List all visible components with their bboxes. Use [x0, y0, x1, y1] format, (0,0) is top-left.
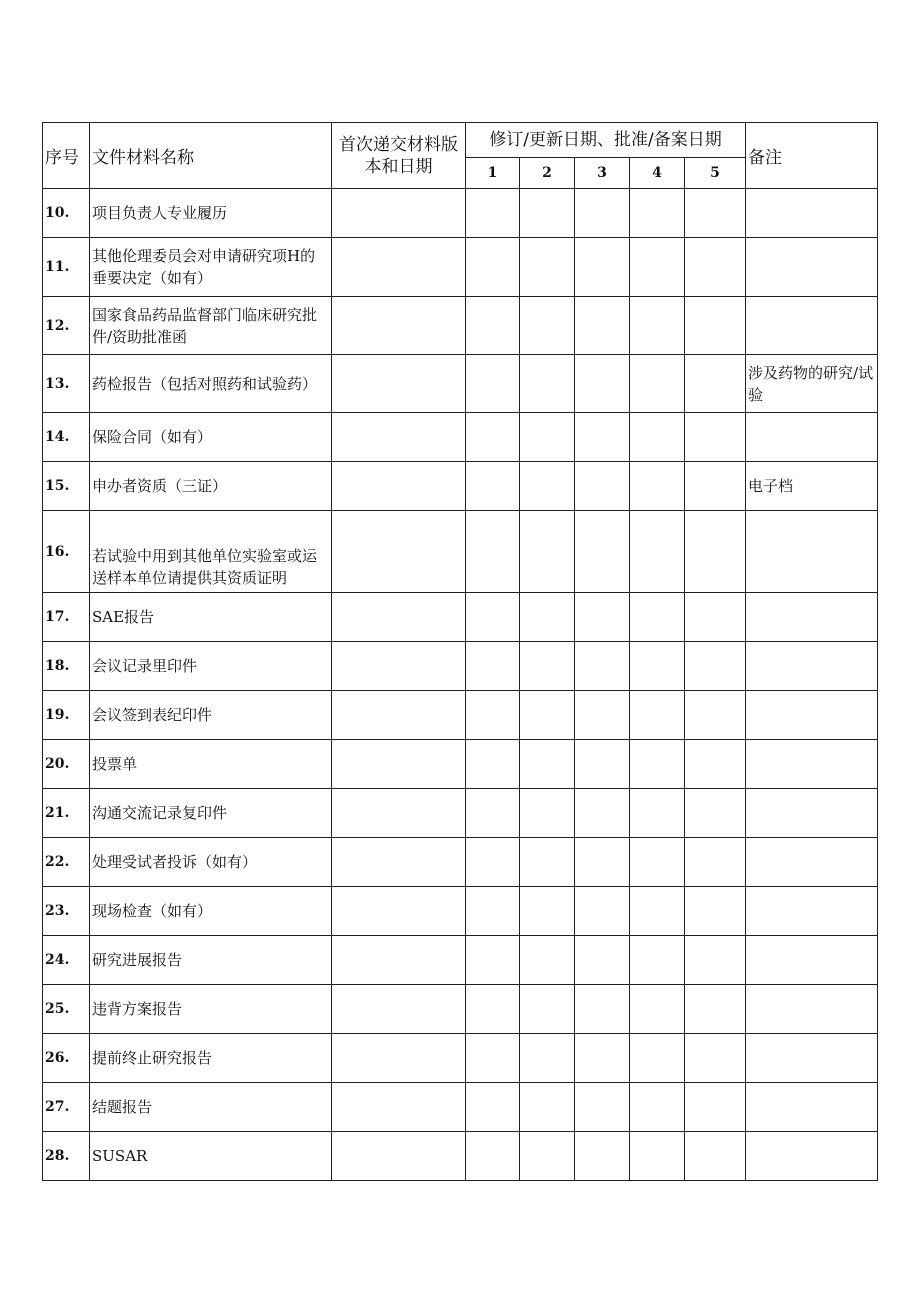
- table-row: [43, 838, 878, 887]
- revision-cell[interactable]: [466, 887, 520, 936]
- revision-cell[interactable]: [575, 593, 630, 642]
- row-number: 24.: [43, 936, 90, 985]
- document-name: 处理受试者投诉（如有）: [90, 838, 332, 887]
- revision-cell[interactable]: [466, 1132, 520, 1181]
- notes-cell: [746, 413, 878, 462]
- first-version-cell[interactable]: [332, 1083, 466, 1132]
- revision-cell[interactable]: [520, 593, 575, 642]
- revision-cell[interactable]: [520, 936, 575, 985]
- table-row: [43, 189, 878, 238]
- row-number: 26.: [43, 1034, 90, 1083]
- table-body: [43, 189, 878, 1181]
- first-version-cell[interactable]: [332, 1034, 466, 1083]
- document-name: 申办者资质（三证）: [90, 462, 332, 511]
- document-name: SUSAR: [90, 1132, 332, 1181]
- table-row: [43, 642, 878, 691]
- notes-cell: [746, 642, 878, 691]
- header-seq: 序号: [43, 123, 90, 189]
- header-first-version: 首次递交材料版本和日期: [332, 123, 466, 189]
- row-number: 28.: [43, 1132, 90, 1181]
- revision-cell[interactable]: [520, 838, 575, 887]
- document-name: 会议记录里印件: [90, 642, 332, 691]
- revision-cell[interactable]: [575, 642, 630, 691]
- revision-cell[interactable]: [520, 511, 575, 593]
- revision-cell[interactable]: [575, 413, 630, 462]
- revision-cell[interactable]: [685, 238, 746, 297]
- revision-cell[interactable]: [630, 355, 685, 413]
- document-name: 研究进展报告: [90, 936, 332, 985]
- revision-cell[interactable]: [575, 691, 630, 740]
- table-row: [43, 1034, 878, 1083]
- row-number: 18.: [43, 642, 90, 691]
- document-name: 其他伦理委员会对申请研究项H的垂要决定（如有）: [90, 238, 332, 297]
- row-number: 15.: [43, 462, 90, 511]
- first-version-cell[interactable]: [332, 838, 466, 887]
- revision-cell[interactable]: [466, 691, 520, 740]
- revision-cell[interactable]: [466, 1034, 520, 1083]
- first-version-cell[interactable]: [332, 462, 466, 511]
- document-name: 药检报告（包括对照药和试验药）: [90, 355, 332, 413]
- header-revision-col: 3: [575, 158, 630, 189]
- revision-cell[interactable]: [575, 297, 630, 355]
- document-name: SAE报告: [90, 593, 332, 642]
- first-version-cell[interactable]: [332, 1132, 466, 1181]
- header-revision-col: 1: [466, 158, 520, 189]
- document-name: 沟通交流记录复印件: [90, 789, 332, 838]
- notes-cell: [746, 838, 878, 887]
- row-number: 25.: [43, 985, 90, 1034]
- first-version-cell[interactable]: [332, 887, 466, 936]
- first-version-cell[interactable]: [332, 740, 466, 789]
- header-name: 文件材料名称: [90, 123, 332, 189]
- table-row: [43, 789, 878, 838]
- notes-cell: [746, 691, 878, 740]
- revision-cell[interactable]: [466, 238, 520, 297]
- revision-cell[interactable]: [466, 355, 520, 413]
- revision-cell[interactable]: [630, 936, 685, 985]
- row-number: 27.: [43, 1083, 90, 1132]
- revision-cell[interactable]: [685, 691, 746, 740]
- first-version-cell[interactable]: [332, 985, 466, 1034]
- row-number: 19.: [43, 691, 90, 740]
- revision-cell[interactable]: [466, 189, 520, 238]
- row-number: 22.: [43, 838, 90, 887]
- revision-cell[interactable]: [685, 189, 746, 238]
- revision-cell[interactable]: [685, 462, 746, 511]
- revision-cell[interactable]: [575, 1034, 630, 1083]
- table-row: [43, 985, 878, 1034]
- first-version-cell[interactable]: [332, 238, 466, 297]
- first-version-cell[interactable]: [332, 691, 466, 740]
- document-name: 结题报告: [90, 1083, 332, 1132]
- document-name: 国家食品药品监督部门临床研究批件/资助批准函: [90, 297, 332, 355]
- table-row: [43, 887, 878, 936]
- revision-cell[interactable]: [575, 511, 630, 593]
- first-version-cell[interactable]: [332, 413, 466, 462]
- notes-cell: 涉及药物的研究/试验: [746, 355, 878, 413]
- revision-cell[interactable]: [630, 691, 685, 740]
- row-number: 14.: [43, 413, 90, 462]
- revision-cell[interactable]: [520, 691, 575, 740]
- revision-cell[interactable]: [466, 740, 520, 789]
- first-version-cell[interactable]: [332, 189, 466, 238]
- revision-cell[interactable]: [520, 189, 575, 238]
- revision-cell[interactable]: [520, 1132, 575, 1181]
- revision-cell[interactable]: [466, 789, 520, 838]
- notes-cell: [746, 593, 878, 642]
- document-name: 提前终止研究报告: [90, 1034, 332, 1083]
- first-version-cell[interactable]: [332, 511, 466, 593]
- notes-cell: [746, 1083, 878, 1132]
- table-row: [43, 936, 878, 985]
- table-row: [43, 297, 878, 355]
- table-row: [43, 593, 878, 642]
- revision-cell[interactable]: [575, 238, 630, 297]
- document-name: 现场检查（如有）: [90, 887, 332, 936]
- revision-cell[interactable]: [466, 297, 520, 355]
- header-revision-col: 4: [630, 158, 685, 189]
- revision-cell[interactable]: [630, 887, 685, 936]
- revision-cell[interactable]: [520, 1034, 575, 1083]
- revision-cell[interactable]: [685, 1034, 746, 1083]
- revision-cell[interactable]: [466, 413, 520, 462]
- revision-cell[interactable]: [575, 740, 630, 789]
- revision-cell[interactable]: [685, 593, 746, 642]
- notes-cell: [746, 297, 878, 355]
- table-row: [43, 238, 878, 297]
- row-number: 16.: [43, 511, 90, 593]
- revision-cell[interactable]: [630, 985, 685, 1034]
- revision-cell[interactable]: [630, 297, 685, 355]
- revision-cell[interactable]: [466, 511, 520, 593]
- revision-cell[interactable]: [575, 936, 630, 985]
- revision-cell[interactable]: [630, 413, 685, 462]
- notes-cell: [746, 985, 878, 1034]
- revision-cell[interactable]: [685, 297, 746, 355]
- revision-cell[interactable]: [520, 887, 575, 936]
- table-row: [43, 691, 878, 740]
- document-name: 会议签到表纪印件: [90, 691, 332, 740]
- first-version-cell[interactable]: [332, 642, 466, 691]
- revision-cell[interactable]: [520, 355, 575, 413]
- row-number: 20.: [43, 740, 90, 789]
- revision-cell[interactable]: [630, 189, 685, 238]
- revision-cell[interactable]: [685, 985, 746, 1034]
- revision-cell[interactable]: [575, 789, 630, 838]
- revision-cell[interactable]: [520, 985, 575, 1034]
- revision-cell[interactable]: [466, 593, 520, 642]
- revision-cell[interactable]: [630, 1034, 685, 1083]
- revision-cell[interactable]: [520, 789, 575, 838]
- revision-cell[interactable]: [466, 462, 520, 511]
- document-table: [42, 122, 878, 1181]
- notes-cell: [746, 789, 878, 838]
- revision-cell[interactable]: [466, 985, 520, 1034]
- first-version-cell[interactable]: [332, 789, 466, 838]
- row-number: 12.: [43, 297, 90, 355]
- revision-cell[interactable]: [630, 238, 685, 297]
- first-version-cell[interactable]: [332, 355, 466, 413]
- document-name: 保险合同（如有）: [90, 413, 332, 462]
- revision-cell[interactable]: [685, 413, 746, 462]
- notes-cell: [746, 189, 878, 238]
- document-name: 投票单: [90, 740, 332, 789]
- revision-cell[interactable]: [630, 593, 685, 642]
- row-number: 23.: [43, 887, 90, 936]
- notes-cell: 电子档: [746, 462, 878, 511]
- revision-cell[interactable]: [685, 838, 746, 887]
- revision-cell[interactable]: [520, 238, 575, 297]
- header-revision: 修订/更新日期、批准/备案日期: [466, 123, 746, 158]
- table-row: [43, 740, 878, 789]
- revision-cell[interactable]: [575, 462, 630, 511]
- revision-cell[interactable]: [520, 740, 575, 789]
- first-version-cell[interactable]: [332, 593, 466, 642]
- table-row: [43, 355, 878, 413]
- revision-cell[interactable]: [630, 1132, 685, 1181]
- notes-cell: [746, 1034, 878, 1083]
- notes-cell: [746, 238, 878, 297]
- table-row: [43, 413, 878, 462]
- row-number: 13.: [43, 355, 90, 413]
- revision-cell[interactable]: [520, 462, 575, 511]
- header-revision-col: 5: [685, 158, 746, 189]
- revision-cell[interactable]: [630, 838, 685, 887]
- header-revision-col: 2: [520, 158, 575, 189]
- notes-cell: [746, 936, 878, 985]
- first-version-cell[interactable]: [332, 297, 466, 355]
- revision-cell[interactable]: [466, 936, 520, 985]
- revision-cell[interactable]: [630, 1083, 685, 1132]
- document-name: 项目负责人专业履历: [90, 189, 332, 238]
- row-number: 11.: [43, 238, 90, 297]
- revision-cell[interactable]: [466, 838, 520, 887]
- revision-cell[interactable]: [575, 887, 630, 936]
- row-number: 17.: [43, 593, 90, 642]
- revision-cell[interactable]: [685, 642, 746, 691]
- table-row: [43, 462, 878, 511]
- revision-cell[interactable]: [685, 1132, 746, 1181]
- document-name: 违背方案报告: [90, 985, 332, 1034]
- revision-cell[interactable]: [685, 887, 746, 936]
- revision-cell[interactable]: [630, 642, 685, 691]
- revision-cell[interactable]: [466, 1083, 520, 1132]
- notes-cell: [746, 511, 878, 593]
- row-number: 10.: [43, 189, 90, 238]
- revision-cell[interactable]: [685, 1083, 746, 1132]
- notes-cell: [746, 1132, 878, 1181]
- revision-cell[interactable]: [685, 789, 746, 838]
- revision-cell[interactable]: [520, 642, 575, 691]
- revision-cell[interactable]: [520, 413, 575, 462]
- document-name: 若试验中用到其他单位实验室或运送样本单位请提供其资质证明: [90, 511, 332, 593]
- revision-cell[interactable]: [685, 511, 746, 593]
- notes-cell: [746, 740, 878, 789]
- revision-cell[interactable]: [575, 985, 630, 1034]
- notes-cell: [746, 887, 878, 936]
- revision-cell[interactable]: [520, 297, 575, 355]
- revision-cell[interactable]: [630, 462, 685, 511]
- table-row: [43, 1132, 878, 1181]
- revision-cell[interactable]: [575, 355, 630, 413]
- revision-cell[interactable]: [575, 1083, 630, 1132]
- revision-cell[interactable]: [575, 1132, 630, 1181]
- table-row: [43, 1083, 878, 1132]
- revision-cell[interactable]: [520, 1083, 575, 1132]
- row-number: 21.: [43, 789, 90, 838]
- revision-cell[interactable]: [685, 740, 746, 789]
- revision-cell[interactable]: [685, 936, 746, 985]
- revision-cell[interactable]: [685, 355, 746, 413]
- revision-cell[interactable]: [466, 642, 520, 691]
- header-notes: 备注: [746, 123, 878, 189]
- revision-cell[interactable]: [575, 189, 630, 238]
- revision-cell[interactable]: [630, 511, 685, 593]
- table-row: [43, 511, 878, 593]
- revision-cell[interactable]: [575, 838, 630, 887]
- first-version-cell[interactable]: [332, 936, 466, 985]
- revision-cell[interactable]: [630, 740, 685, 789]
- revision-cell[interactable]: [630, 789, 685, 838]
